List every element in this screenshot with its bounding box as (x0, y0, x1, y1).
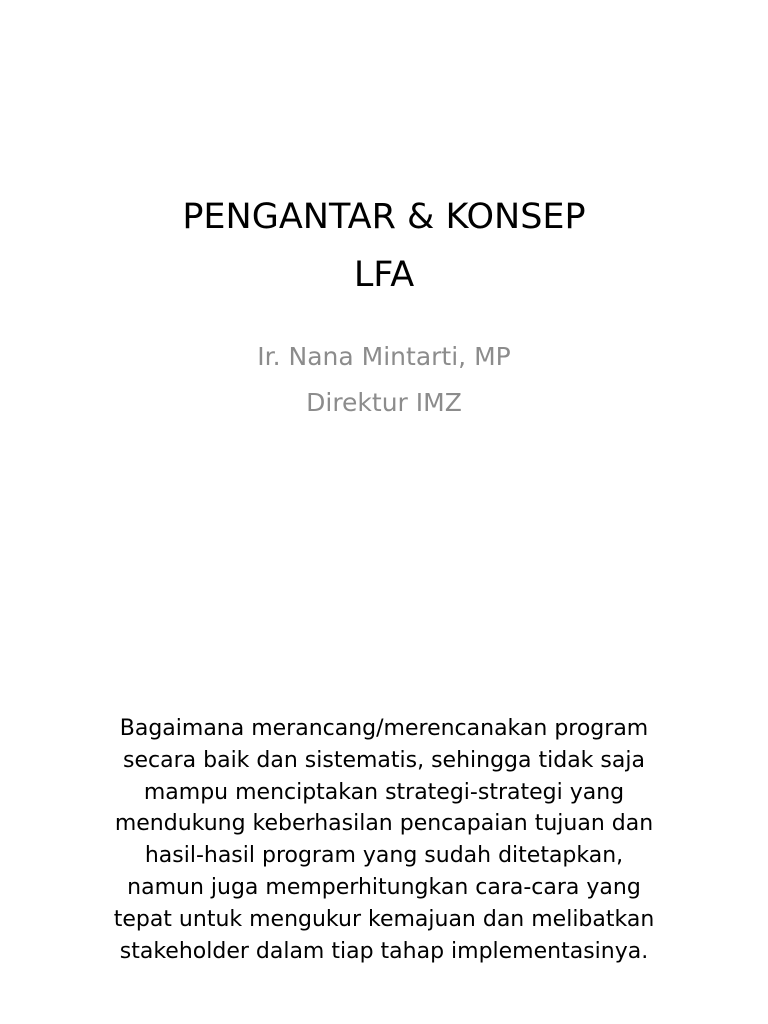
presenter-role: Direktur IMZ (306, 388, 462, 417)
body-line-2: secara baik dan sistematis, sehingga tidak saja (123, 747, 645, 773)
presenter-name: Ir. Nana Mintarti, MP (257, 342, 511, 371)
slide-body-text (60, 713, 708, 967)
body-line-1: Bagaimana merancang/merencanakan program (119, 716, 649, 741)
title-line-1: PENGANTAR & KONSEP (182, 197, 586, 237)
body-line-4: mendukung keberhasilan pencapaian tujuan dan (114, 811, 654, 837)
body-line-8: stakeholder dalam tiap tahap implementasinya. (119, 938, 649, 964)
body-line-3: mampu menciptakan strategi-strategi yang (143, 779, 625, 805)
body-line-5: hasil-hasil program yang sudah ditetapkan, (144, 843, 624, 869)
title-line-2: LFA (353, 255, 415, 295)
body-line-7: tepat untuk mengukur kemajuan dan melibatkan (113, 906, 655, 932)
slide-title (0, 188, 768, 304)
slide-subtitle (0, 334, 768, 426)
body-line-6: namun juga memperhitungkan cara-cara yang (127, 874, 641, 900)
